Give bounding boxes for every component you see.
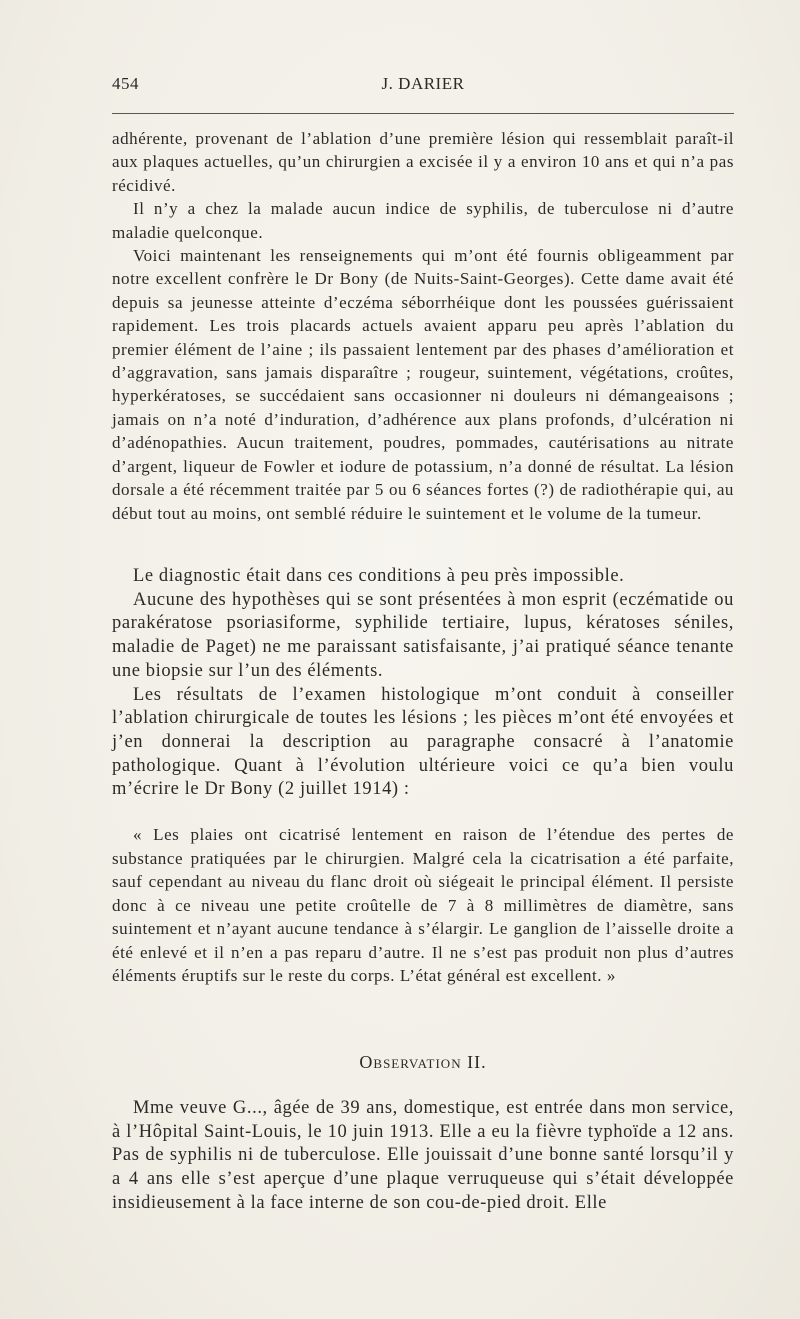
paragraph: Mme veuve G..., âgée de 39 ans, domestique, est entrée dans mon service, à l’Hôpital Saint-Louis, le 10 juin 1913. Elle a eu la fièvre typhoïde a 12 ans. Pas de syphilis ni de tuberculose. Elle jouissait d’une bonne santé lorsqu’il y a 4 ans elle s’est aperçue d’une plaque verruqueuse qui s’était développée insidieusement à la face interne de son cou-de-pied droit. Elle [112, 1098, 734, 1213]
paragraph: Le diagnostic était dans ces conditions à peu près impossible. [133, 566, 625, 586]
paragraph: Voici maintenant les renseignements qui m’ont été fournis obligeamment par notre excellent confrère le Dr Bony (de Nuits-Saint-Georges). Cette dame avait été depuis sa jeunesse atteinte d’eczéma séborrhéique dont les poussées guérissaient rapidement. Les trois placards actuels avaient apparu peu après l’ablation du premier élément de l’aine ; ils passaient lentement par des phases d’amélioration et d’aggravation, sans jamais disparaître ; rougeur, suintement, végétations, croûtes, hyperkératoses, se succédaient sans occasionner ni douleurs ni démangeaisons ; jamais on n’a noté d’induration, d’adhérence aux plans profonds, d’ulcération ni d’adénopathies. Aucun traitement, poudres, pommades, cautérisations au nitrate d’argent, liqueur de Fowler et iodure de potassium, n’a donné de résultat. La lésion dorsale a été récemment traitée par 5 ou 6 séances fortes (?) de radiothérapie qui, au début tout au moins, ont semblé réduire le suintement et le volume de la tumeur. [112, 246, 734, 523]
section-diagnosis [112, 565, 734, 802]
paragraph: Les résultats de l’examen histologique m’ont conduit à conseiller l’ablation chirurgicale de toutes les lésions ; les pièces m’ont été envoyées et j’en donnerai la description au paragraphe consacré à l’anatomie pathologique. Quant à l’évolution ultérieure voici ce qu’a bien voulu m’écrire le Dr Bony (2 juillet 1914) : [112, 684, 734, 800]
section-observation [112, 1097, 734, 1216]
header-rule [112, 113, 734, 114]
observation-heading: Observation II. [359, 1052, 487, 1072]
quoted-letter [112, 823, 734, 988]
section-case-history [112, 127, 734, 525]
paragraph: Il n’y a chez la malade aucun indice de syphilis, de tuberculose ni d’autre maladie quelconque. [112, 199, 734, 242]
quote-paragraph: « Les plaies ont cicatrisé lentement en raison de l’étendue des pertes de substance pratiquées par le chirurgien. Malgré cela la cicatrisation a été parfaite, sauf cependant au niveau du flanc droit où siégeait le principal élément. Il persiste donc à ce niveau une petite croûtelle de 7 à 8 millimètres de diamètre, sans suintement et n’ayant aucune tendance à s’élargir. Le ganglion de l’aisselle droite a été enlevé et il n’en a pas reparu d’autre. Il ne s’est pas produit non plus d’autres éléments éruptifs sur le reste du corps. L’état général est excellent. » [112, 825, 734, 985]
paragraph: adhérente, provenant de l’ablation d’une première lésion qui ressemblait paraît-il aux plaques actuelles, qu’un chirurgien a excisée il y a environ 10 ans et qui n’a pas récidivé. [112, 129, 734, 195]
paragraph: Aucune des hypothèses qui se sont présentées à mon esprit (eczématide ou parakératose psoriasiforme, syphilide tertiaire, lupus, kératoses séniles, maladie de Paget) ne me paraissant satisfaisante, j’ai pratiqué séance tenante une biopsie sur l’un des éléments. [112, 589, 734, 681]
page-number: 454 [112, 74, 139, 93]
running-title: J. DARIER [381, 74, 465, 93]
page-header [112, 74, 734, 100]
